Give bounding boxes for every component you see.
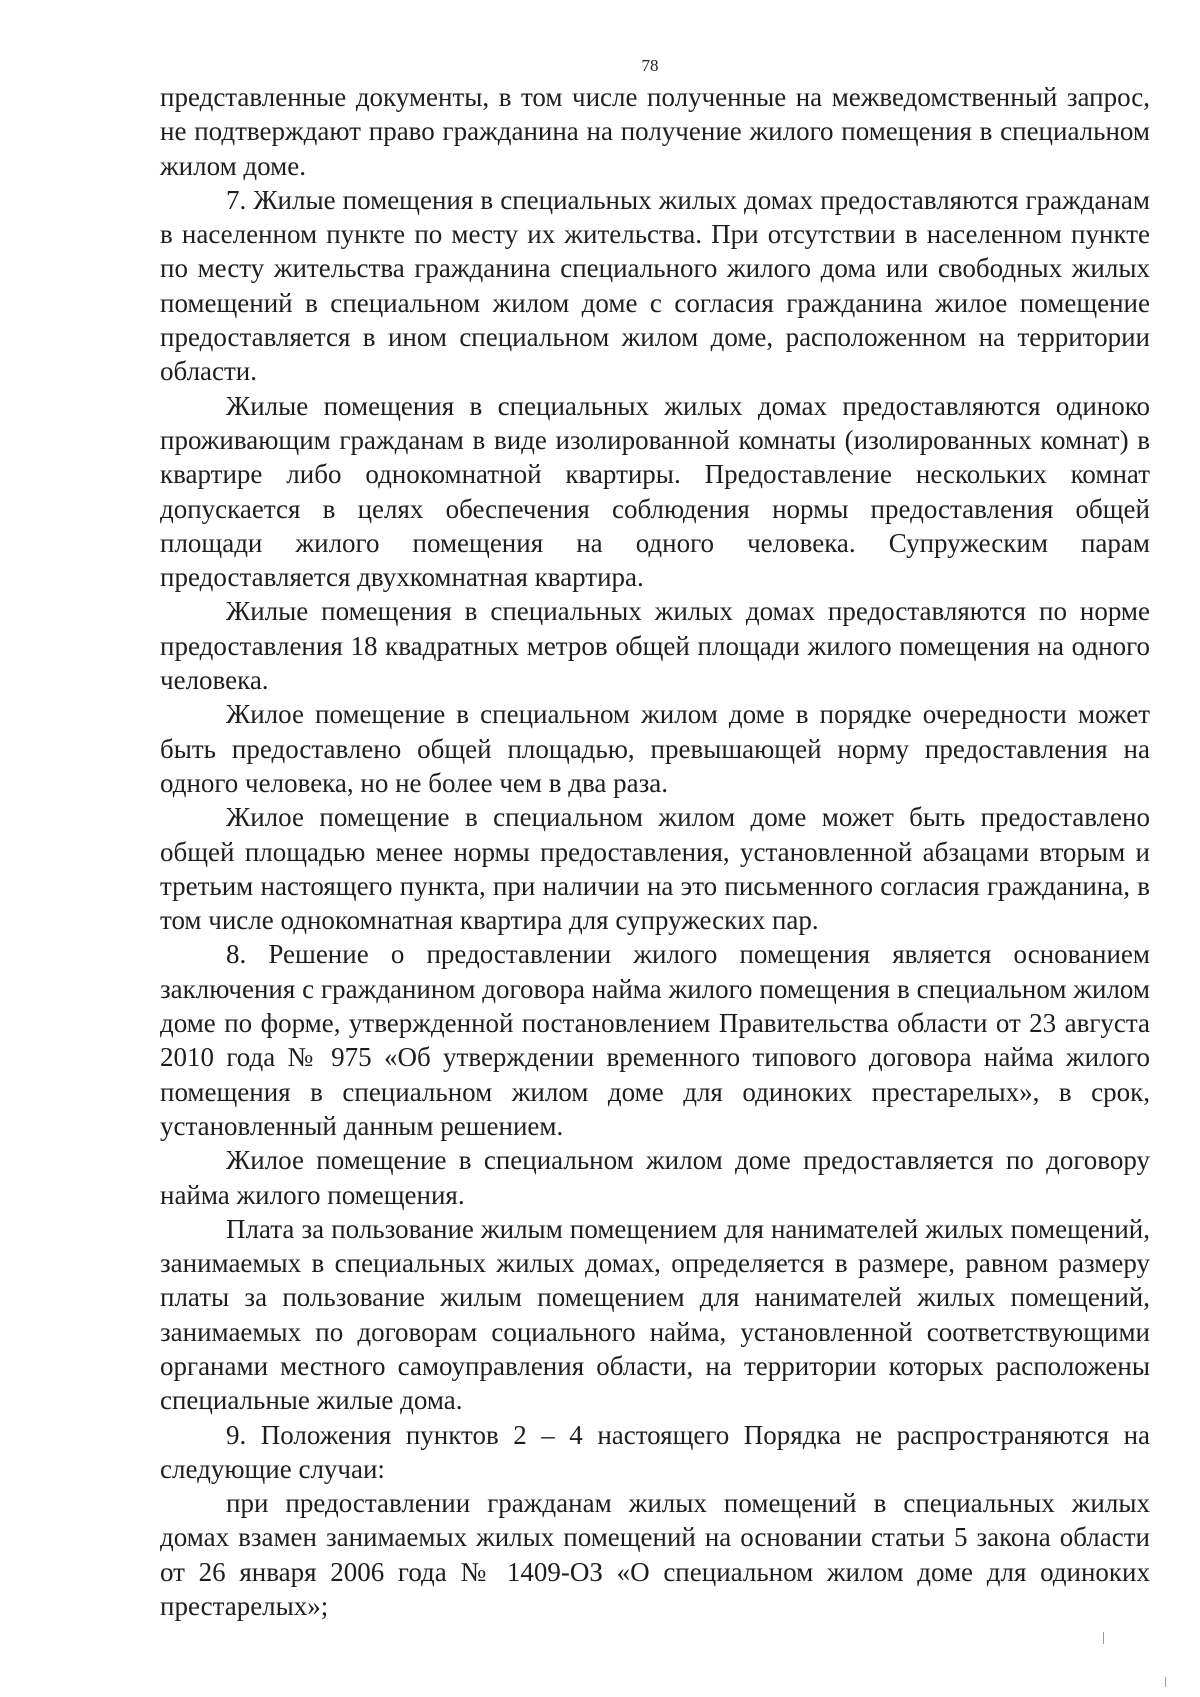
paragraph: Жилое помещение в специальном жилом доме может быть предоставлено общей площадью менее нормы предоставления, установленной абзацами вторым и третьим настоящего пункта, при наличии на это письменного согласия гражданина, в том числе однокомнатная квартира для супружеских пар. bbox=[160, 802, 1150, 936]
paragraph: Плата за пользование жилым помещением для нанимателей жилых помещений, занимаемых в специальных жилых домах, определяется в размере, равном размеру платы за пользование жилым помещением для нанимателей жилых помещений, занимаемых по договорам социального найма, установленной соответствующими органами местного самоуправления области, на территории которых расположены специальные жилые дома. bbox=[160, 1213, 1150, 1416]
paragraph-item-9: 9. Положения пунктов 2 – 4 настоящего Порядка не распространяются на следующие случаи: bbox=[160, 1419, 1150, 1484]
paragraph: Жилое помещение в специальном жилом доме в порядке очередности может быть предоставлено общей площадью, превышающей норму предоставления на одного человека, но не более чем в два раза. bbox=[160, 699, 1150, 798]
scan-mark bbox=[1165, 1677, 1166, 1687]
paragraph: Жилые помещения в специальных жилых домах предоставляются одиноко проживающим гражданам в виде изолированной комнаты (изолированных комнат) в квартире либо однокомнатной квартиры. Предоставление нескольких комнат допускается в целях обеспечения соблюдения нормы предоставления общей площади жилого помещения на одного человека. Супружеским парам предоставляется двухкомнатная квартира. bbox=[160, 390, 1150, 593]
scan-mark bbox=[1103, 1632, 1104, 1644]
paragraph-item-7: 7. Жилые помещения в специальных жилых домах предоставляются гражданам в населенном пункте по месту их жительства. При отсутствии в населенном пункте по месту жительства гражданина специального жилого дома или свободных жилых помещений в специальном жилом доме с согласия гражданина жилое помещение предоставляется в ином специальном жилом доме, расположенном на территории области. bbox=[160, 184, 1150, 387]
paragraph-item-8: 8. Решение о предоставлении жилого помещения является основанием заключения с гражданином договора найма жилого помещения в специальном жилом доме по форме, утвержденной постановлением Правительства области от 23 августа 2010 года № 975 «Об утверждении временного типового договора найма жилого помещения в специальном жилом доме для одиноких престарелых», в срок, установленный данным решением. bbox=[160, 939, 1150, 1141]
paragraph: при предоставлении гражданам жилых помещений в специальных жилых домах взамен занимаемых жилых помещений на основании статьи 5 закона области от 26 января 2006 года № 1409-ОЗ «О специальном жилом доме для одиноких престарелых»; bbox=[160, 1488, 1150, 1622]
paragraph: Жилые помещения в специальных жилых домах предоставляются по норме предоставления 18 квадратных метров общей площади жилого помещения на одного человека. bbox=[160, 596, 1150, 696]
paragraph: Жилое помещение в специальном жилом доме предоставляется по договору найма жилого помещения. bbox=[160, 1145, 1150, 1210]
document-body bbox=[160, 80, 1150, 1623]
page-number: 78 bbox=[641, 56, 659, 75]
paragraph-continued: представленные документы, в том числе полученные на межведомственный запрос, не подтверждают право гражданина на получение жилого помещения в специальном жилом доме. bbox=[160, 82, 1150, 181]
